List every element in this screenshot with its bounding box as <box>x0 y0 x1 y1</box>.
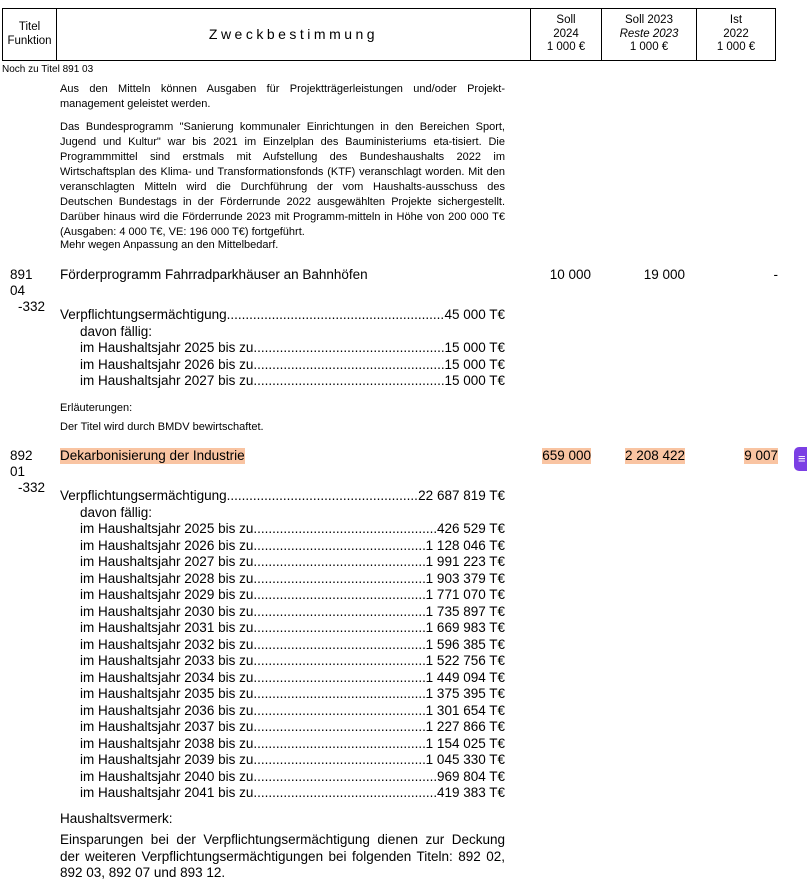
soll-2024-value: 659 000 <box>542 448 591 463</box>
year-amount: 969 804 T€ <box>436 768 505 784</box>
leader-dots <box>227 307 445 324</box>
leader-dots <box>253 686 425 703</box>
leader-dots <box>253 554 425 571</box>
title-number-main: 891 04 <box>10 267 33 298</box>
ist-2022-value: - <box>773 267 778 282</box>
year-label: im Haushaltsjahr 2025 bis zu <box>80 521 254 536</box>
leader-dots <box>253 752 425 769</box>
leader-dots <box>253 340 444 357</box>
year-label: im Haushaltsjahr 2041 bis zu <box>80 785 254 800</box>
title-number <box>10 267 50 315</box>
year-amount: 1 903 379 T€ <box>425 570 505 586</box>
year-amount: 1 045 330 T€ <box>425 752 505 767</box>
leader-dots <box>253 670 425 687</box>
commitment-year-line <box>60 620 505 637</box>
year-label: im Haushaltsjahr 2027 bis zu <box>80 554 254 569</box>
budget-title-row <box>0 267 807 314</box>
title-function-code: -332 <box>18 299 46 314</box>
commitment-year-line <box>60 752 505 769</box>
header-reste-label: Reste 2023 <box>619 27 679 40</box>
leader-dots <box>253 373 444 390</box>
commitment-year-line <box>60 769 505 786</box>
year-label: im Haushaltsjahr 2040 bis zu <box>80 768 254 784</box>
soll-2024-value: 10 000 <box>549 267 591 282</box>
continuation-label: Noch zu Titel 891 03 <box>2 64 94 75</box>
leader-dots <box>253 521 437 538</box>
leader-dots <box>253 604 425 621</box>
leader-dots <box>253 719 425 736</box>
header-soll-2023 <box>602 9 697 60</box>
year-label: im Haushaltsjahr 2027 bis zu <box>80 373 254 388</box>
year-label: im Haushaltsjahr 2026 bis zu <box>80 537 254 553</box>
commitment-year-line <box>60 373 505 390</box>
year-amount: 1 596 385 T€ <box>425 636 505 652</box>
commitment-year-line <box>60 637 505 654</box>
commitment-year-line <box>60 554 505 571</box>
haushaltsvermerk-text: Einsparungen bei der Verpflichtungsermächtigung dienen zur Deckung der weiteren Verpflichtungsermächtigungen bei folgenden Titeln: 892 02, 892 03, 892 07 und 893 12. <box>60 832 505 880</box>
year-amount: 1 375 395 T€ <box>425 686 505 701</box>
commitment-year-line <box>60 703 505 720</box>
davon-faellig-label: davon fällig: <box>80 323 153 339</box>
ist-2022-value: 9 007 <box>744 448 778 463</box>
commitment-year-line <box>60 587 505 604</box>
year-label: im Haushaltsjahr 2036 bis zu <box>80 702 254 718</box>
commitment-year-list <box>60 340 505 390</box>
erlaeuterungen-text: Der Titel wird durch BMDV bewirtschaftet. <box>60 421 264 433</box>
title-function-code: -332 <box>18 480 46 495</box>
commitment-year-list <box>60 521 505 802</box>
year-amount: 419 383 T€ <box>436 785 505 800</box>
leader-dots <box>253 357 444 374</box>
leader-dots <box>253 653 425 670</box>
year-label: im Haushaltsjahr 2032 bis zu <box>80 636 254 652</box>
header-ist-2022 <box>697 9 775 60</box>
year-amount: 1 154 025 T€ <box>425 735 505 751</box>
year-label: im Haushaltsjahr 2029 bis zu <box>80 587 254 602</box>
year-amount: 1 449 094 T€ <box>425 669 505 685</box>
budget-title-row <box>0 448 807 495</box>
header-unit-label: 1 000 € <box>546 41 586 54</box>
year-amount: 1 735 897 T€ <box>425 603 505 619</box>
year-label: im Haushaltsjahr 2038 bis zu <box>80 735 254 751</box>
commitment-label: Verpflichtungsermächtigung <box>60 488 227 503</box>
header-year-label: 2022 <box>723 27 749 40</box>
year-amount: 1 301 654 T€ <box>425 702 505 718</box>
commitment-total-line <box>60 307 505 324</box>
header-ist-label: Ist <box>729 14 743 27</box>
leader-dots <box>253 769 437 786</box>
leader-dots <box>253 736 425 753</box>
commitment-year-line <box>60 538 505 555</box>
commitment-year-line <box>60 521 505 538</box>
intro-paragraph-3: Mehr wegen Anpassung an den Mittelbedarf. <box>60 239 279 251</box>
header-unit-label: 1 000 € <box>716 41 756 54</box>
commitment-year-line <box>60 604 505 621</box>
commitment-year-line <box>60 736 505 753</box>
leader-dots <box>253 637 425 654</box>
commitment-year-line <box>60 686 505 703</box>
column-header <box>2 8 776 61</box>
year-amount: 15 000 T€ <box>444 340 505 355</box>
commitment-year-line <box>60 571 505 588</box>
title-description: Förderprogramm Fahrradparkhäuser an Bahnhöfen <box>60 267 368 282</box>
title-number <box>10 448 50 496</box>
year-amount: 1 669 983 T€ <box>425 620 505 635</box>
header-soll-label: Soll <box>556 14 576 27</box>
soll-2023-value: 2 208 422 <box>624 448 685 463</box>
header-zweckbestimmung: Zweckbestimmung <box>57 9 531 60</box>
year-amount: 1 771 070 T€ <box>425 587 505 602</box>
commitment-year-line <box>60 785 505 802</box>
header-soll-2024 <box>531 9 602 60</box>
year-label: im Haushaltsjahr 2030 bis zu <box>80 603 254 619</box>
commitment-total-line <box>60 488 505 505</box>
leader-dots <box>253 571 425 588</box>
header-unit-label: 1 000 € <box>629 41 669 54</box>
year-amount: 1 128 046 T€ <box>425 537 505 553</box>
leader-dots <box>253 703 425 720</box>
year-label: im Haushaltsjahr 2028 bis zu <box>80 570 254 586</box>
commitment-label: Verpflichtungsermächtigung <box>60 307 227 322</box>
haushaltsvermerk-label: Haushaltsvermerk: <box>60 811 173 826</box>
year-amount: 426 529 T€ <box>436 521 505 536</box>
year-label: im Haushaltsjahr 2035 bis zu <box>80 686 254 701</box>
year-label: im Haushaltsjahr 2025 bis zu <box>80 340 254 355</box>
leader-dots <box>253 620 425 637</box>
commitment-authorization-block <box>60 307 505 390</box>
soll-2023-value: 19 000 <box>643 267 685 282</box>
year-label: im Haushaltsjahr 2026 bis zu <box>80 356 254 372</box>
year-amount: 1 522 756 T€ <box>425 653 505 668</box>
year-label: im Haushaltsjahr 2034 bis zu <box>80 669 254 685</box>
header-titel-funktion <box>3 9 57 60</box>
commitment-amount: 45 000 T€ <box>444 307 505 322</box>
commitment-year-line <box>60 670 505 687</box>
year-label: im Haushaltsjahr 2031 bis zu <box>80 620 254 635</box>
year-label: im Haushaltsjahr 2039 bis zu <box>80 752 254 767</box>
year-amount: 15 000 T€ <box>444 373 505 388</box>
commitment-authorization-block <box>60 488 505 802</box>
commitment-year-line <box>60 653 505 670</box>
commitment-amount: 22 687 819 T€ <box>418 488 505 503</box>
year-label: im Haushaltsjahr 2037 bis zu <box>80 719 254 734</box>
comment-icon[interactable]: ≡ <box>794 447 807 471</box>
year-amount: 15 000 T€ <box>444 356 505 372</box>
commitment-year-line <box>60 719 505 736</box>
intro-paragraph-1: Aus den Mitteln können Ausgaben für Projektträgerleistungen und/oder Projekt-management geleistet werden. <box>60 83 505 110</box>
davon-faellig-label: davon fällig: <box>80 504 153 520</box>
title-description: Dekarbonisierung der Industrie <box>60 448 245 463</box>
year-label: im Haushaltsjahr 2033 bis zu <box>80 653 254 668</box>
leader-dots <box>253 538 425 555</box>
header-soll-label: Soll 2023 <box>625 14 673 27</box>
year-amount: 1 227 866 T€ <box>425 719 505 734</box>
intro-paragraph-2: Das Bundesprogramm "Sanierung kommunaler Einrichtungen in den Bereichen Sport, Jugend und Kultur" war bis 2021 im Einzelplan des Bauministeriums eta-tisiert. Die Programmmittel sind erstmals mit Aufstellung des Bundeshaushalts 2022 im Wirtschaftsplan des Klima- und Transformationsfonds (KTF) veranschlagt worden. Mit den veranschlagten Mitteln wird die Durchführung der vom Haushalts-ausschuss des Deutschen Bundestags in der Förderrunde 2022 ausgewählten Projekte sichergestellt. Darüber hinaus wird die Förderrunde 2023 mit Programm-mitteln in Höhe von 200 000 T€ (Ausgaben: 4 000 T€, VE: 196 000 T€) fortgeführt. <box>60 121 505 238</box>
erlaeuterungen-label: Erläuterungen: <box>60 402 133 414</box>
leader-dots <box>227 488 419 505</box>
header-funktion-label: Funktion <box>7 34 52 47</box>
leader-dots <box>253 587 425 604</box>
leader-dots <box>253 785 437 802</box>
header-titel-label: Titel <box>18 21 41 33</box>
commitment-year-line <box>60 340 505 357</box>
title-number-main: 892 01 <box>10 448 33 479</box>
header-year-label: 2024 <box>553 27 579 40</box>
year-amount: 1 991 223 T€ <box>425 554 505 569</box>
commitment-year-line <box>60 357 505 374</box>
